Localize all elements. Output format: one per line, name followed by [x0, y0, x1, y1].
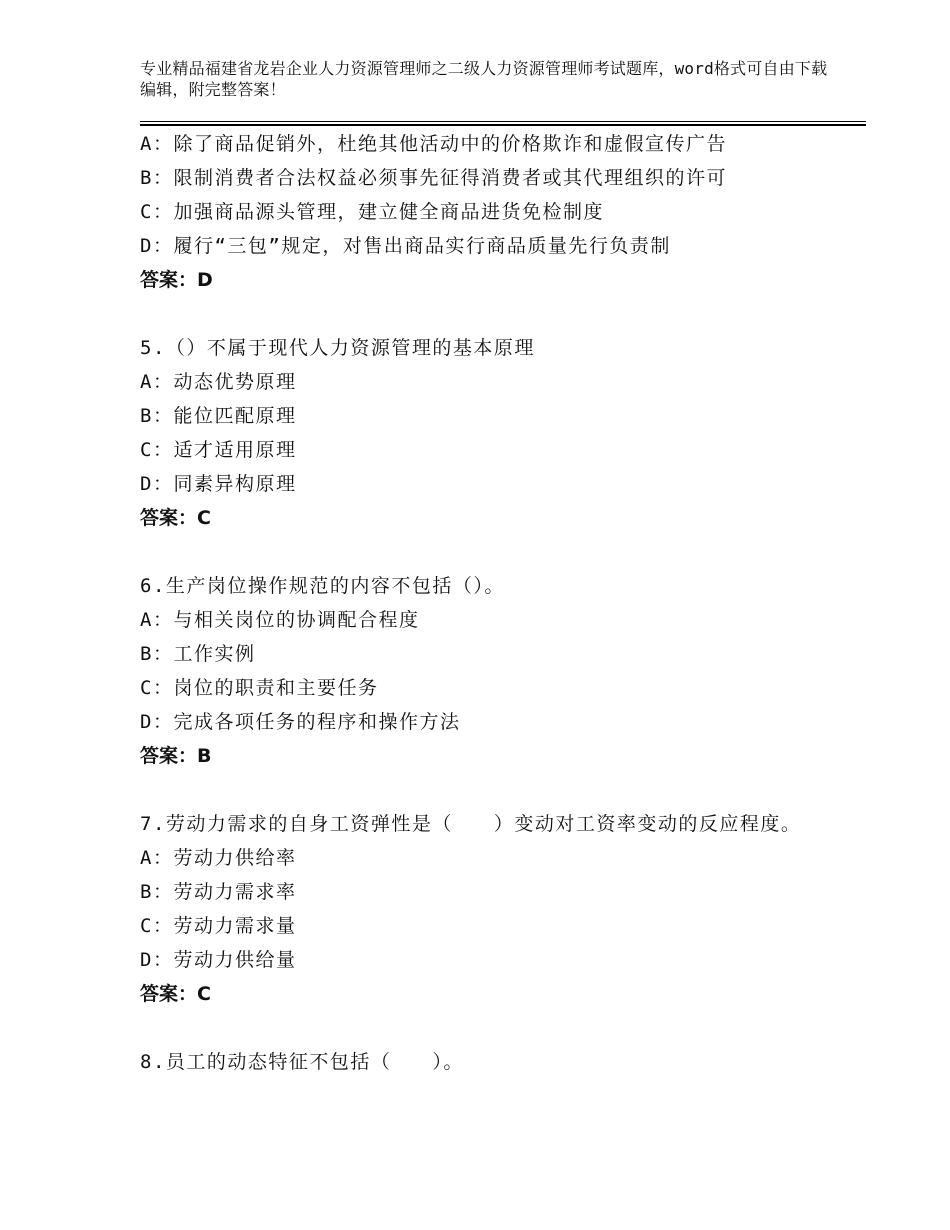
question-stem: 8.员工的动态特征不包括（ ）。 [140, 1051, 464, 1073]
option-d: D：同素异构原理 [140, 473, 297, 495]
option-b: B：能位匹配原理 [140, 405, 297, 427]
spacer [140, 535, 840, 569]
option-a: A：除了商品促销外，杜绝其他活动中的价格欺诈和虚假宣传广告 [140, 133, 727, 155]
spacer [140, 773, 840, 807]
header-divider-thick [140, 124, 866, 126]
question-list [140, 127, 840, 1079]
option-d: D：劳动力供给量 [140, 949, 297, 971]
question-5 [140, 331, 840, 535]
option-c: C：加强商品源头管理，建立健全商品进货免检制度 [140, 201, 604, 223]
spacer [140, 297, 840, 331]
answer: 答案：D [140, 269, 213, 291]
answer: 答案：C [140, 983, 211, 1005]
option-a: A：与相关岗位的协调配合程度 [140, 609, 420, 631]
option-a: A：劳动力供给率 [140, 847, 297, 869]
answer: 答案：C [140, 507, 211, 529]
option-c: C：适才适用原理 [140, 439, 297, 461]
question-4 [140, 127, 840, 297]
page-header: 专业精品福建省龙岩企业人力资源管理师之二级人力资源管理师考试题库，word格式可自由下载编辑，附完整答案！ [140, 59, 828, 99]
question-6 [140, 569, 840, 773]
answer: 答案：B [140, 745, 212, 767]
option-c: C：岗位的职责和主要任务 [140, 677, 379, 699]
question-7 [140, 807, 840, 1011]
option-a: A：动态优势原理 [140, 371, 297, 393]
spacer [140, 1011, 840, 1045]
header-divider [140, 121, 866, 122]
question-8 [140, 1045, 840, 1079]
option-b: B：限制消费者合法权益必须事先征得消费者或其代理组织的许可 [140, 167, 727, 189]
option-c: C：劳动力需求量 [140, 915, 297, 937]
option-b: B：劳动力需求率 [140, 881, 297, 903]
question-stem: 5.（）不属于现代人力资源管理的基本原理 [140, 337, 535, 359]
question-stem: 7.劳动力需求的自身工资弹性是（ ）变动对工资率变动的反应程度。 [140, 813, 802, 835]
question-stem: 6.生产岗位操作规范的内容不包括（）。 [140, 575, 505, 597]
option-d: D：完成各项任务的程序和操作方法 [140, 711, 461, 733]
option-d: D：履行“三包”规定，对售出商品实行商品质量先行负责制 [140, 235, 671, 257]
option-b: B：工作实例 [140, 643, 256, 665]
